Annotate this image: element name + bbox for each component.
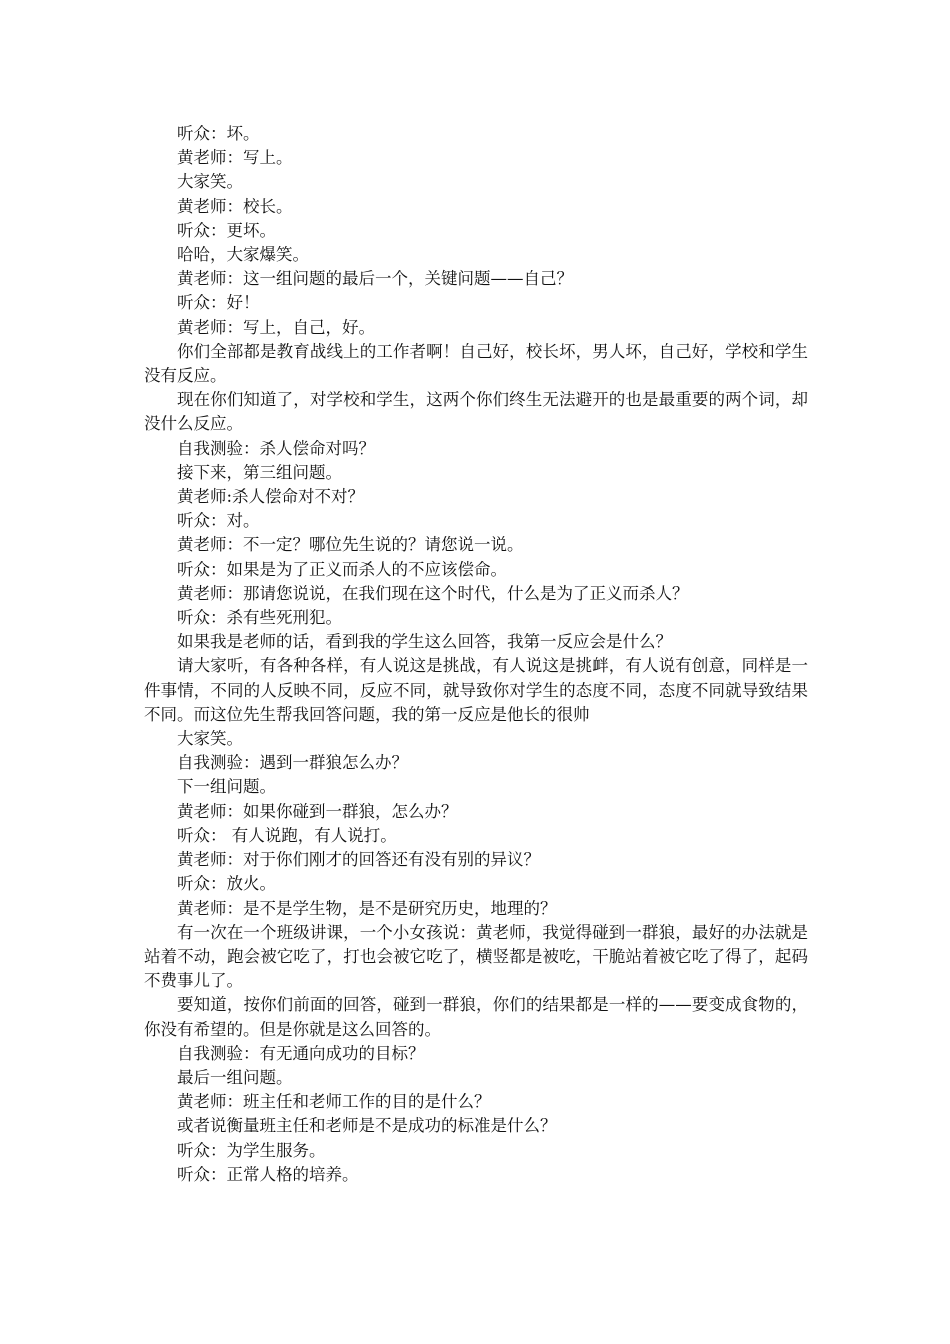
paragraph: 听众： 有人说跑，有人说打。 (177, 825, 397, 845)
paragraph: 请大家听，有各种各样，有人说这是挑战，有人说这是挑衅，有人说有创意，同样是一件事情，不同的人反映不同，反应不同，就导致你对学生的态度不同，态度不同就导致结果不同。而这位先生帮我回答问题，我的第一反应是他长的很帅 (144, 656, 808, 724)
paragraph: 黄老师：写上，自己，好。 (177, 317, 375, 337)
paragraph: 黄老师：是不是学生物，是不是研究历史，地理的？ (177, 898, 557, 918)
paragraph: 听众：坏。 (177, 124, 260, 143)
paragraph: 听众：如果是为了正义而杀人的不应该偿命。 (177, 559, 507, 579)
paragraph: 黄老师：写上。 (177, 148, 293, 168)
paragraph: 自我测验：杀人偿命对吗？ (177, 438, 375, 458)
paragraph: 你们全部都是教育战线上的工作者啊！自己好，校长坏，男人坏，自己好，学校和学生没有反应。 (144, 341, 808, 386)
paragraph: 黄老师：班主任和老师工作的目的是什么？ (177, 1092, 491, 1112)
paragraph: 黄老师：这一组问题的最后一个，关键问题——自己？ (177, 269, 573, 289)
paragraph: 下一组问题。 (177, 777, 276, 797)
paragraph: 黄老师：不一定？哪位先生说的？请您说一说。 (177, 535, 524, 555)
paragraph: 听众：好！ (177, 293, 260, 313)
paragraph: 大家笑。 (177, 729, 243, 749)
paragraph: 大家笑。 (177, 172, 243, 192)
paragraph: 自我测验：遇到一群狼怎么办？ (177, 753, 408, 773)
paragraph: 听众：正常人格的培养。 (177, 1164, 359, 1184)
paragraph: 现在你们知道了，对学校和学生，这两个你们终生无法避开的也是最重要的两个词，却没什么反应。 (144, 390, 808, 434)
paragraph: 黄老师：如果你碰到一群狼，怎么办？ (177, 801, 458, 821)
paragraph: 听众：更坏。 (177, 220, 276, 240)
paragraph: 接下来，第三组问题。 (177, 462, 342, 482)
paragraph: 黄老师：那请您说说，在我们现在这个时代，什么是为了正义而杀人？ (177, 583, 689, 603)
paragraph: 听众：放火。 (177, 874, 276, 894)
paragraph: 听众：为学生服务。 (177, 1140, 326, 1160)
paragraph: 听众：杀有些死刑犯。 (177, 608, 342, 628)
paragraph: 有一次在一个班级讲课，一个小女孩说：黄老师，我觉得碰到一群狼，最好的办法就是站着不动，跑会被它吃了，打也会被它吃了，横竖都是被吃，干脆站着被它吃了得了，起码不费事儿了。 (144, 922, 808, 991)
paragraph: 黄老师:杀人偿命对不对？ (177, 487, 365, 507)
paragraph: 听众：对。 (177, 511, 260, 531)
paragraph: 要知道，按你们前面的回答，碰到一群狼，你们的结果都是一样的——要变成食物的，你没有希望的。但是你就是这么回答的。 (144, 995, 808, 1039)
paragraph: 黄老师：校长。 (177, 196, 293, 216)
paragraph: 黄老师：对于你们刚才的回答还有没有别的异议？ (177, 850, 540, 870)
paragraph: 如果我是老师的话，看到我的学生这么回答，我第一反应会是什么？ (177, 632, 672, 652)
document-body (144, 122, 808, 1187)
paragraph: 哈哈，大家爆笑。 (177, 245, 309, 265)
paragraph: 自我测验：有无通向成功的目标？ (177, 1043, 425, 1063)
paragraph: 或者说衡量班主任和老师是不是成功的标准是什么？ (177, 1116, 557, 1136)
paragraph: 最后一组问题。 (177, 1067, 293, 1087)
